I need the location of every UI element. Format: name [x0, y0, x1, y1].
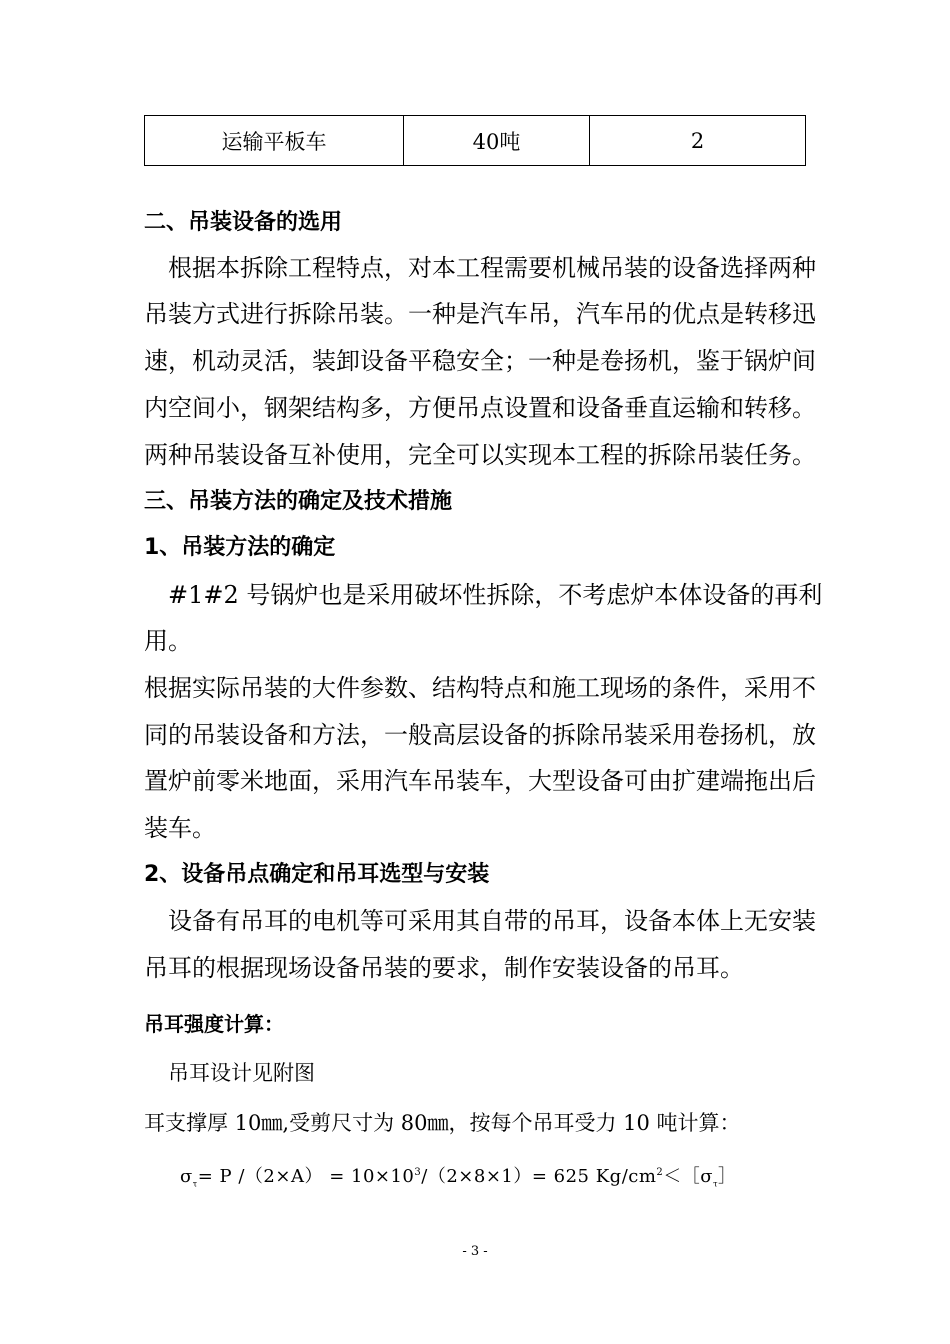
subsection-1-heading: 1、吊装方法的确定 — [144, 535, 336, 560]
formula-part: ］ — [718, 1166, 737, 1187]
paragraph-line: 吊耳设计见附图 — [168, 1061, 315, 1085]
formula-part: = P /（2×A） = 10×10 — [197, 1166, 415, 1187]
section-2-heading: 二、吊装设备的选用 — [144, 210, 343, 235]
paragraph-line: 速，机动灵活，装卸设备平稳安全；一种是卷扬机，鉴于锅炉间 — [144, 347, 816, 375]
table-cell-equipment: 运输平板车 — [145, 116, 404, 166]
formula-part: ＜［σ — [663, 1166, 714, 1187]
strength-formula — [180, 1158, 737, 1200]
paragraph-line: 装车。 — [144, 814, 216, 842]
paragraph-line: 置炉前零米地面，采用汽车吊装车，大型设备可由扩建端拖出后 — [144, 767, 816, 795]
table-row — [145, 116, 806, 166]
paragraph-line: 吊装方式进行拆除吊装。一种是汽车吊，汽车吊的优点是转移迅 — [144, 300, 816, 328]
paragraph-line: #1#2 号锅炉也是采用破坏性拆除，不考虑炉本体设备的再利 — [168, 581, 823, 609]
formula-part: σ — [180, 1166, 193, 1187]
paragraph-line: 根据实际吊装的大件参数、结构特点和施工现场的条件，采用不 — [144, 674, 816, 702]
paragraph-line: 根据本拆除工程特点，对本工程需要机械吊装的设备选择两种 — [168, 254, 816, 282]
calc-heading: 吊耳强度计算： — [144, 1012, 284, 1036]
formula-exponent: 3 — [414, 1167, 422, 1178]
section-3-heading: 三、吊装方法的确定及技术措施 — [144, 489, 453, 514]
paragraph-line: 同的吊装设备和方法，一般高层设备的拆除吊装采用卷扬机，放 — [144, 721, 816, 749]
paragraph-line: 内空间小，钢架结构多，方便吊点设置和设备垂直运输和转移。 — [144, 394, 816, 422]
formula-exponent: 2 — [656, 1167, 664, 1178]
paragraph-line: 吊耳的根据现场设备吊装的要求，制作安装设备的吊耳。 — [144, 954, 744, 982]
paragraph-line: 耳支撑厚 10㎜,受剪尺寸为 80㎜，按每个吊耳受力 10 吨计算： — [144, 1111, 741, 1135]
table-cell-quantity: 2 — [590, 116, 806, 166]
formula-subscript: τ — [192, 1179, 198, 1189]
paragraph-line: 两种吊装设备互补使用，完全可以实现本工程的拆除吊装任务。 — [144, 441, 816, 469]
formula-part: /（2×8×1）= 625 Kg/cm — [421, 1166, 657, 1187]
paragraph-line: 用。 — [144, 627, 192, 655]
equipment-table — [144, 115, 806, 166]
subsection-2-heading: 2、设备吊点确定和吊耳选型与安装 — [144, 862, 490, 887]
formula-subscript: τ — [713, 1179, 719, 1189]
page-number: - 3 - — [462, 1244, 488, 1259]
table-cell-capacity: 40吨 — [404, 116, 590, 166]
paragraph-line: 设备有吊耳的电机等可采用其自带的吊耳，设备本体上无安装 — [168, 907, 816, 935]
